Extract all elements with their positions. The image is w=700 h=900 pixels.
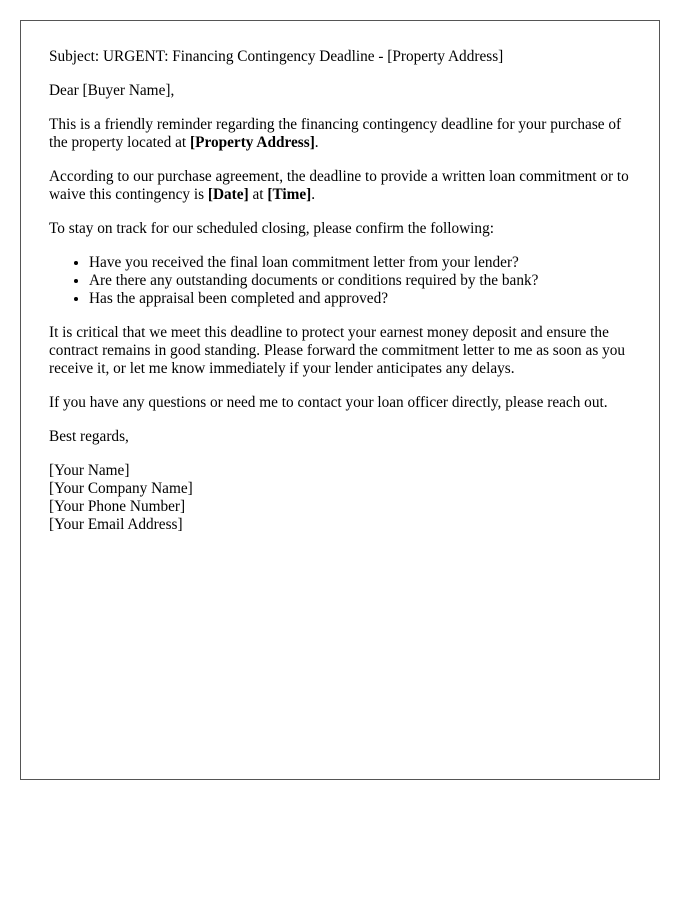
signature-block bbox=[49, 462, 631, 534]
closing: Best regards, bbox=[49, 428, 129, 445]
paragraph-reminder-text: This is a friendly reminder regarding the financing contingency deadline for your purchase of the property located at bbox=[49, 116, 622, 151]
checklist-item: • Are there any outstanding documents or conditions required by the bank? bbox=[89, 272, 631, 290]
checklist-item: • Have you received the final loan commitment letter from your lender? bbox=[89, 254, 631, 272]
paragraph-deadline bbox=[49, 168, 631, 204]
paragraph-critical: It is critical that we meet this deadline to protect your earnest money deposit and ensure the contract remains in good standing. Please forward the commitment letter to me as soon as you receive it, or let me know immediately if your lender anticipates any delays. bbox=[49, 324, 626, 377]
checklist-item: • Has the appraisal been completed and approved? bbox=[89, 290, 631, 308]
paragraph-deadline-text: According to our purchase agreement, the deadline to provide a written loan commitment or to waive this contingency is bbox=[49, 168, 629, 203]
paragraph-questions: If you have any questions or need me to contact your loan officer directly, please reach out. bbox=[49, 394, 608, 411]
paragraph-deadline-end: . bbox=[311, 186, 316, 203]
date-placeholder: [Date] bbox=[207, 186, 249, 203]
signature-name: [Your Name] bbox=[49, 462, 130, 479]
signature-company: [Your Company Name] bbox=[49, 480, 193, 497]
paragraph-confirm-intro: To stay on track for our scheduled closing, please confirm the following: bbox=[49, 220, 494, 237]
greeting: Dear [Buyer Name], bbox=[49, 82, 175, 99]
subject-line: Subject: URGENT: Financing Contingency Deadline - [Property Address] bbox=[49, 48, 504, 65]
property-address-placeholder: [Property Address] bbox=[190, 134, 315, 151]
checklist bbox=[49, 254, 631, 308]
signature-email: [Your Email Address] bbox=[49, 516, 183, 533]
signature-phone: [Your Phone Number] bbox=[49, 498, 186, 515]
paragraph-reminder-end: . bbox=[314, 134, 319, 151]
paragraph-reminder bbox=[49, 116, 631, 152]
paragraph-deadline-mid: at bbox=[248, 186, 268, 203]
letter-page bbox=[20, 20, 660, 780]
time-placeholder: [Time] bbox=[267, 186, 312, 203]
